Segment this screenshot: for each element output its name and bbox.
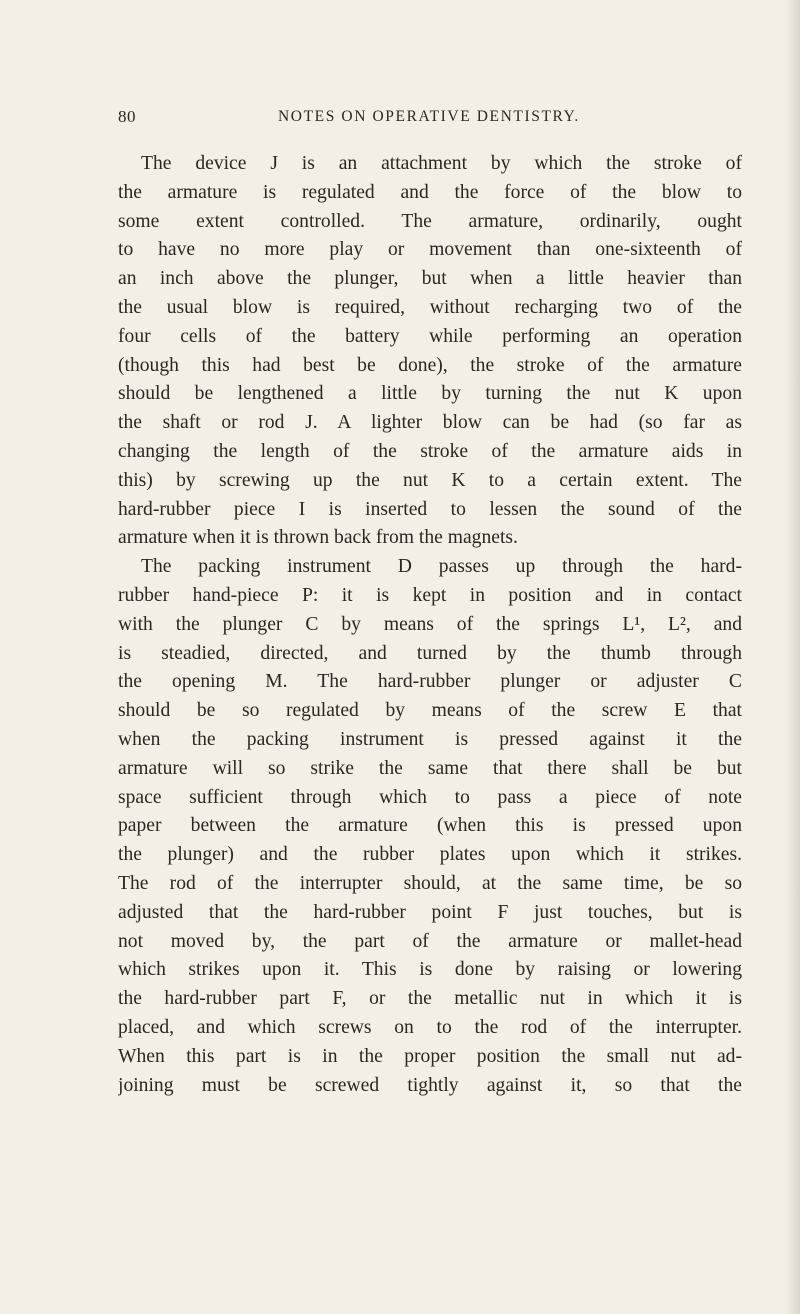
text-line: The device J is an attachment by which the stroke of [141,153,742,174]
text-line: the opening M. The hard-rubber plunger or adjuster C [118,671,742,693]
text-line: should be lengthened a little by turning the nut K upon [118,383,742,405]
text-line: an inch above the plunger, but when a little heavier than [118,268,742,290]
text-line: some extent controlled. The armature, ordinarily, ought [118,210,742,232]
text-line: armature when it is thrown back from the magnets. [118,527,518,549]
text-line: to have no more play or movement than one-sixteenth of [118,239,742,261]
text-line: is steadied, directed, and turned by the thumb through [118,642,742,664]
text-line: with the plunger C by means of the springs L¹, L², and [118,613,742,635]
text-line: armature will so strike the same that there shall be but [118,757,742,779]
text-line: adjusted that the hard-rubber point F just touches, but is [118,901,742,923]
text-line: paper between the armature (when this is pressed upon [118,815,742,837]
text-line: not moved by, the part of the armature or mallet-head [118,930,742,952]
text-line: hard-rubber piece I is inserted to lessen the sound of the [118,498,742,520]
text-line: placed, and which screws on to the rod of the interrupter. [118,1016,742,1038]
text-line: the hard-rubber part F, or the metallic nut in which it is [118,988,742,1010]
text-line: joining must be screwed tightly against it, so that the [118,1074,742,1096]
body-text [118,150,742,1100]
running-head [118,107,738,129]
page-edge-shadow [786,0,800,1314]
text-line: When this part is in the proper position the small nut ad- [118,1045,742,1067]
text-line: The rod of the interrupter should, at the same time, be so [118,872,742,894]
text-line: four cells of the battery while performing an operation [118,325,742,347]
text-line: the shaft or rod J. A lighter blow can be had (so far as [118,412,742,434]
text-line: changing the length of the stroke of the armature aids in [118,440,742,462]
text-line: space sufficient through which to pass a piece of note [118,786,742,808]
text-line: which strikes upon it. This is done by raising or lowering [118,959,742,981]
text-line: the plunger) and the rubber plates upon which it strikes. [118,844,742,866]
text-line: should be so regulated by means of the screw E that [118,700,742,722]
text-line: when the packing instrument is pressed against it the [118,728,742,750]
text-line: this) by screwing up the nut K to a certain extent. The [118,469,742,491]
running-title: NOTES ON OPERATIVE DENTISTRY. [278,108,580,125]
text-line: (though this had best be done), the stroke of the armature [118,354,742,376]
text-line: rubber hand-piece P: it is kept in position and in contact [118,584,742,606]
text-line: the usual blow is required, without recharging two of the [118,296,742,318]
page-number: 80 [118,107,136,126]
text-line: the armature is regulated and the force of the blow to [118,181,742,203]
text-line: The packing instrument D passes up through the hard- [141,556,742,578]
